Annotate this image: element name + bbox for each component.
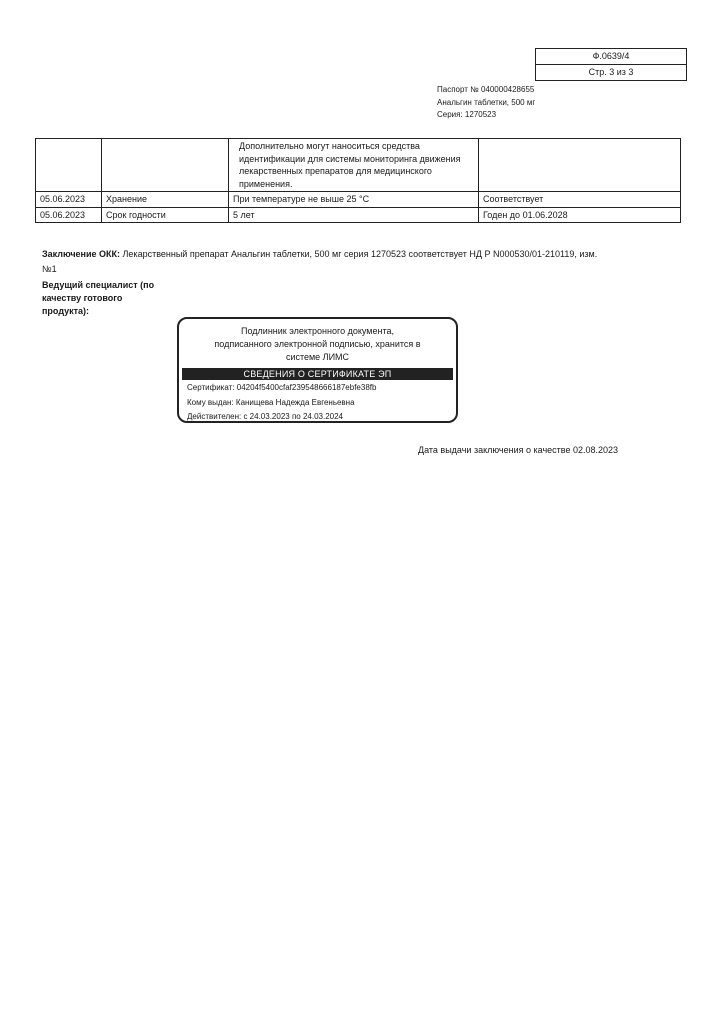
esign-validity: Действителен: с 24.03.2023 по 24.03.2024 [187, 412, 343, 421]
cell-indicator: Хранение [102, 192, 229, 208]
table-row [36, 139, 681, 192]
cell-date: 05.06.2023 [36, 192, 102, 208]
batch-number: Серия: 1270523 [437, 110, 497, 119]
table-row [36, 207, 681, 223]
form-code: Ф.0639/4 [592, 51, 630, 61]
electronic-signature-stamp [177, 317, 458, 423]
issue-date: Дата выдачи заключения о качестве 02.08.2023 [418, 445, 618, 455]
conclusion-text: Лекарственный препарат Анальгин таблетки, 500 мг серия 1270523 соответствует НД Р N000530/01-210119, изм.№1 [42, 249, 598, 274]
passport-number: Паспорт № 040000428655 [437, 85, 535, 94]
cell-norm: Дополнительно могут наноситься средства идентификации для системы мониторинга движения лекарственных препаратов для медицинского применения. [229, 139, 479, 192]
form-code-box [535, 48, 687, 81]
esign-notice [179, 325, 456, 364]
conclusion-label: Заключение ОКК: [42, 249, 121, 259]
cell-date: 05.06.2023 [36, 207, 102, 223]
table-row [36, 192, 681, 208]
cell-indicator: Срок годности [102, 207, 229, 223]
cell-result: Годен до 01.06.2028 [479, 207, 681, 223]
cell-indicator [102, 139, 229, 192]
cell-date [36, 139, 102, 192]
qc-conclusion [42, 247, 602, 277]
passport-info [437, 84, 535, 122]
esign-notice-line: Подлинник электронного документа, [241, 326, 394, 336]
results-table [35, 138, 681, 223]
cell-result: Соответствует [479, 192, 681, 208]
specialist-label: Ведущий специалист (по качеству готового продукта): [42, 280, 155, 316]
cell-result [479, 139, 681, 192]
esign-notice-line: системе ЛИМС [285, 352, 350, 362]
esign-notice-line: подписанного электронной подписью, хранится в [214, 339, 421, 349]
esign-header: СВЕДЕНИЯ О СЕРТИФИКАТЕ ЭП [182, 368, 453, 380]
product-name: Анальгин таблетки, 500 мг [437, 97, 536, 107]
page-number: Стр. 3 из 3 [536, 64, 686, 80]
esign-issued-to: Кому выдан: Канищева Надежда Евгеньевна [187, 397, 355, 407]
esign-certificate: Сертификат: 04204f5400cfaf239548666187ebfe38fb [187, 383, 377, 392]
cell-norm: При температуре не выше 25 °С [229, 192, 479, 208]
cell-norm: 5 лет [229, 207, 479, 223]
